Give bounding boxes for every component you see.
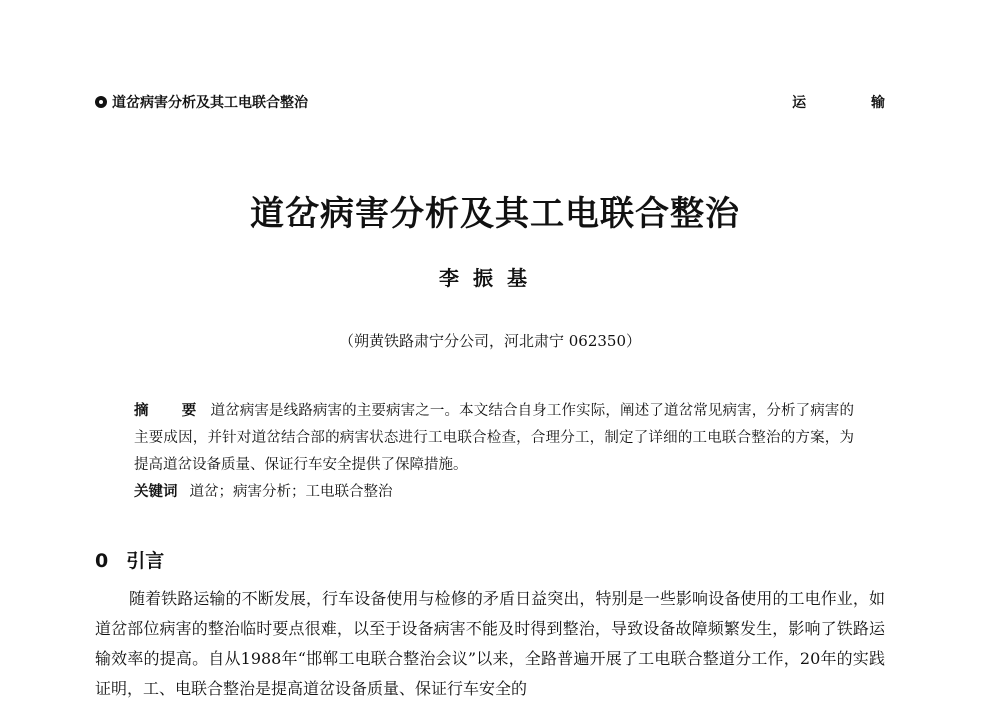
running-header-section: 运 输	[792, 95, 915, 111]
keywords	[134, 479, 854, 506]
affiliation: （朔黄铁路肃宁分公司，河北肃宁 062350）	[338, 332, 642, 350]
abstract	[134, 398, 854, 479]
bullet-icon	[95, 96, 107, 108]
paper-title: 道岔病害分析及其工电联合整治	[250, 194, 740, 234]
author: 李振基	[439, 266, 541, 290]
running-header	[95, 92, 915, 112]
section-number: 0	[95, 550, 109, 572]
running-header-left	[95, 92, 308, 112]
body-paragraph: 随着铁路运输的不断发展，行车设备使用与检修的矛盾日益突出，特别是一些影响设备使用的工电作业，如道岔部位病害的整治临时要点很难，以至于设备病害不能及时得到整治，导致设备故障频繁发生，影响了铁路运输效率的提高。自从1988年“邯郸工电联合整治会议”以来，全路普遍开展了工电联合整道分工作，20年的实践证明，工、电联合整治是提高道岔设备质量、保证行车安全的	[95, 589, 885, 698]
abstract-text: 道岔病害是线路病害的主要病害之一。本文结合自身工作实际，阐述了道岔常见病害，分析了病害的主要成因，并针对道岔结合部的病害状态进行工电联合检查，合理分工，制定了详细的工电联合整治的方案，为提高道岔设备质量、保证行车安全提供了保障措施。	[134, 403, 854, 473]
keywords-label: 关键词	[134, 484, 178, 500]
section-title: 引言	[126, 550, 165, 572]
abstract-label: 摘 要	[134, 403, 211, 419]
running-header-title: 道岔病害分析及其工电联合整治	[112, 95, 308, 111]
keywords-text: 道岔；病害分析；工电联合整治	[189, 484, 393, 500]
section-heading	[95, 546, 164, 573]
